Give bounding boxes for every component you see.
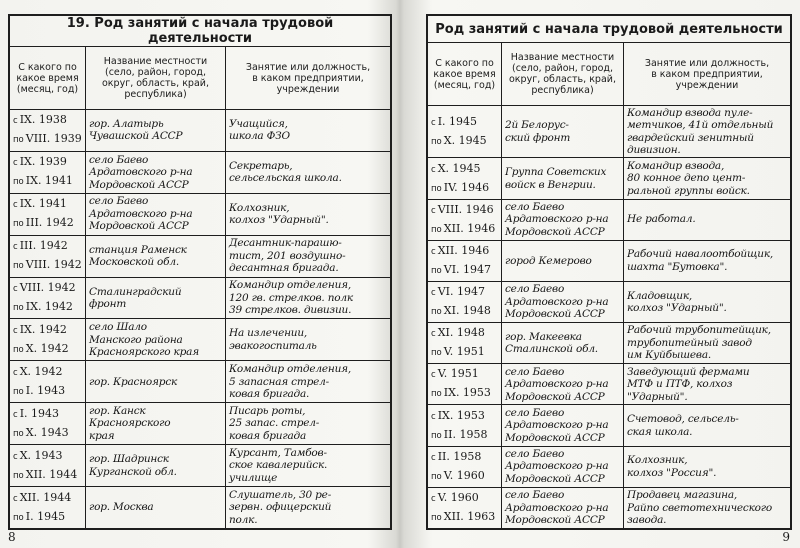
place-cell: гор. Красноярск xyxy=(86,361,226,403)
period-to xyxy=(431,179,498,198)
job-cell: Командир взвода пуле- метчиков, 41й отдельный гвардейский зенитный дивизион. xyxy=(624,106,791,158)
period-cell xyxy=(428,405,502,446)
period-cell xyxy=(428,446,502,487)
to-prefix: по xyxy=(13,470,24,481)
from-prefix: с xyxy=(431,246,436,257)
table-row xyxy=(428,487,791,528)
job-cell: Рабочий трубопитейщик, трубопитейный завод им Куйбышева. xyxy=(624,323,791,364)
to-prefix: по xyxy=(431,512,442,523)
place-cell: село Баево Ардатовского р-на Мордовской АССР xyxy=(502,446,624,487)
period-from xyxy=(13,405,82,424)
from-date: V. 1951 xyxy=(437,367,479,381)
period-to xyxy=(431,220,498,239)
from-prefix: с xyxy=(13,242,18,253)
period-cell xyxy=(10,193,86,235)
period-cell xyxy=(428,323,502,364)
period-cell xyxy=(10,361,86,403)
to-prefix: по xyxy=(13,428,24,439)
from-date: XII. 1944 xyxy=(19,490,72,504)
period-cell xyxy=(10,277,86,319)
period-to xyxy=(13,466,82,485)
job-cell: На излечении, эвакогоспиталь xyxy=(226,319,391,361)
to-prefix: по xyxy=(431,430,442,441)
to-prefix: по xyxy=(431,389,442,400)
right-page xyxy=(400,0,800,548)
job-cell: Рабочий навалоотбойщик, шахта "Бутовка". xyxy=(624,240,791,281)
job-cell: Командир отделения, 120 гв. стрелков. полк 39 стрелков. дивизии. xyxy=(226,277,391,319)
period-from xyxy=(431,160,498,179)
to-date: VIII. 1939 xyxy=(25,132,82,146)
from-date: II. 1958 xyxy=(437,449,482,463)
place-cell: село Баево Ардатовского р-на Мордовской АССР xyxy=(502,199,624,240)
place-cell: гор. Макеевка Сталинской обл. xyxy=(502,323,624,364)
left-table-title: 19. Род занятий с начала трудовой деятельности xyxy=(10,16,391,47)
header-place: Название местности (село, район, город, округ, область, край, республика) xyxy=(86,47,226,110)
period-to xyxy=(13,382,82,401)
table-row xyxy=(10,487,391,529)
place-cell: гор. Канск Красноярского края xyxy=(86,403,226,445)
from-prefix: с xyxy=(431,329,436,340)
from-date: IX. 1942 xyxy=(19,322,67,336)
period-to xyxy=(431,426,498,445)
place-cell: село Баево Ардатовского р-на Мордовской АССР xyxy=(502,405,624,446)
from-date: IX. 1939 xyxy=(19,155,67,169)
place-cell: село Баево Ардатовского р-на Мордовской АССР xyxy=(86,151,226,193)
table-row xyxy=(428,106,791,158)
to-date: II. 1958 xyxy=(443,427,488,441)
period-to xyxy=(13,172,82,191)
table-row xyxy=(10,193,391,235)
table-row xyxy=(428,158,791,199)
period-from xyxy=(13,363,82,382)
to-prefix: по xyxy=(431,136,442,147)
job-cell: Командир взвода, 80 конное депо цент- ральной группы войск. xyxy=(624,158,791,199)
job-cell: Командир отделения, 5 запасная стрел- ковая бригада. xyxy=(226,361,391,403)
period-from xyxy=(431,448,498,467)
period-to xyxy=(13,340,82,359)
period-to xyxy=(431,384,498,403)
from-date: III. 1942 xyxy=(19,239,68,253)
from-date: I. 1943 xyxy=(19,406,60,420)
right-occupation-table xyxy=(426,14,792,530)
header-period: С какого по какое время (месяц, год) xyxy=(10,47,86,110)
from-date: VI. 1947 xyxy=(437,285,485,299)
to-date: VIII. 1942 xyxy=(25,258,82,272)
table-row xyxy=(10,235,391,277)
job-cell: Колхозник, колхоз "Ударный". xyxy=(226,193,391,235)
to-date: V. 1960 xyxy=(443,468,485,482)
period-to xyxy=(431,302,498,321)
period-from xyxy=(431,489,498,508)
to-date: XI. 1948 xyxy=(443,304,491,318)
period-to xyxy=(13,424,82,443)
to-date: III. 1942 xyxy=(25,216,74,230)
from-prefix: с xyxy=(13,409,18,420)
period-cell xyxy=(10,110,86,152)
from-prefix: с xyxy=(431,117,436,128)
from-date: X. 1945 xyxy=(437,161,481,175)
place-cell: село Шало Манского района Красноярского края xyxy=(86,319,226,361)
page-number-right: 9 xyxy=(782,530,790,544)
from-date: IX. 1941 xyxy=(19,197,67,211)
to-prefix: по xyxy=(13,386,24,397)
from-prefix: с xyxy=(431,452,436,463)
period-cell xyxy=(10,235,86,277)
page-number-left: 8 xyxy=(8,530,16,544)
period-from xyxy=(13,279,82,298)
to-date: VI. 1947 xyxy=(443,262,492,276)
to-prefix: по xyxy=(431,348,442,359)
place-cell: село Баево Ардатовского р-на Мордовской АССР xyxy=(502,487,624,528)
to-date: V. 1951 xyxy=(443,345,485,359)
period-from xyxy=(13,111,82,130)
place-cell: город Кемерово xyxy=(502,240,624,281)
job-cell: Продавец магазина, Райпо светотехнического завода. xyxy=(624,487,791,528)
period-cell xyxy=(10,403,86,445)
period-to xyxy=(13,508,82,527)
place-cell: Сталинградский фронт xyxy=(86,277,226,319)
to-date: X. 1945 xyxy=(443,133,487,147)
job-cell: Счетовод, сельсель- ская школа. xyxy=(624,405,791,446)
place-cell: 2й Белорус- ский фронт xyxy=(502,106,624,158)
period-cell xyxy=(10,487,86,529)
to-date: I. 1943 xyxy=(25,383,66,397)
to-date: IX. 1941 xyxy=(25,174,73,188)
right-table-body xyxy=(428,106,791,529)
period-to xyxy=(13,298,82,317)
from-prefix: с xyxy=(13,325,18,336)
from-date: X. 1942 xyxy=(19,364,63,378)
from-prefix: с xyxy=(431,205,436,216)
job-cell: Колхозник, колхоз "Россия". xyxy=(624,446,791,487)
table-row xyxy=(10,110,391,152)
to-prefix: по xyxy=(13,512,24,523)
period-from xyxy=(431,201,498,220)
to-prefix: по xyxy=(13,177,24,188)
to-prefix: по xyxy=(13,135,24,146)
table-row xyxy=(428,323,791,364)
table-row xyxy=(10,319,391,361)
table-row xyxy=(428,446,791,487)
period-cell xyxy=(10,151,86,193)
period-from xyxy=(431,283,498,302)
period-from xyxy=(13,321,82,340)
to-date: X. 1942 xyxy=(25,341,69,355)
period-to xyxy=(431,261,498,280)
right-table-title: Род занятий с начала трудовой деятельности xyxy=(428,16,791,43)
from-prefix: с xyxy=(13,158,18,169)
to-date: IX. 1953 xyxy=(443,386,491,400)
from-date: V. 1960 xyxy=(437,490,479,504)
job-cell: Писарь роты, 25 запас. стрел- ковая бригада xyxy=(226,403,391,445)
place-cell: гор. Шадринск Курганской обл. xyxy=(86,445,226,487)
left-table-body xyxy=(10,110,391,529)
table-row xyxy=(10,445,391,487)
to-prefix: по xyxy=(431,471,442,482)
period-to xyxy=(431,508,498,527)
from-date: X. 1943 xyxy=(19,448,63,462)
period-cell xyxy=(428,158,502,199)
to-date: IX. 1942 xyxy=(25,300,73,313)
period-to xyxy=(13,256,82,275)
table-row xyxy=(428,240,791,281)
from-prefix: с xyxy=(431,370,436,381)
to-date: XII. 1944 xyxy=(25,467,78,481)
place-cell: гор. Алатырь Чувашской АССР xyxy=(86,110,226,152)
job-cell: Секретарь, сельсельская школа. xyxy=(226,151,391,193)
place-cell: Группа Советских войск в Венгрии. xyxy=(502,158,624,199)
to-date: XII. 1946 xyxy=(443,221,496,235)
period-to xyxy=(13,214,82,233)
from-prefix: с xyxy=(13,116,18,127)
header-place: Название местности (село, район, город, округ, область, край, республика) xyxy=(502,43,624,106)
period-from xyxy=(13,489,82,508)
from-prefix: с xyxy=(13,451,18,462)
job-cell: Десантник-парашю- тист, 201 воздушно- десантная бригада. xyxy=(226,235,391,277)
from-prefix: с xyxy=(13,200,18,211)
period-cell xyxy=(10,319,86,361)
place-cell: станция Раменск Московской обл. xyxy=(86,235,226,277)
to-date: XII. 1963 xyxy=(443,509,496,523)
table-row xyxy=(10,277,391,319)
table-row xyxy=(10,361,391,403)
table-row xyxy=(428,281,791,322)
period-cell xyxy=(428,281,502,322)
period-from xyxy=(13,153,82,172)
from-prefix: с xyxy=(431,288,436,299)
from-date: XII. 1946 xyxy=(437,243,490,257)
job-cell: Кладовщик, колхоз "Ударный". xyxy=(624,281,791,322)
from-prefix: с xyxy=(431,493,436,504)
period-cell xyxy=(10,445,86,487)
header-job: Занятие или должность, в каком предприятии, учреждении xyxy=(226,47,391,110)
period-cell xyxy=(428,106,502,158)
from-prefix: с xyxy=(13,367,18,378)
period-from xyxy=(431,242,498,261)
from-prefix: с xyxy=(431,411,436,422)
place-cell: гор. Москва xyxy=(86,487,226,529)
table-row xyxy=(10,403,391,445)
period-from xyxy=(431,365,498,384)
job-cell: Курсант, Тамбов- ское кавалерийск. училище xyxy=(226,445,391,487)
to-date: IV. 1946 xyxy=(443,180,490,194)
to-prefix: по xyxy=(13,219,24,230)
to-prefix: по xyxy=(13,261,24,272)
from-date: VIII. 1946 xyxy=(437,202,494,216)
job-cell: Заведующий фермами МТФ и ПТФ, колхоз "Ударный". xyxy=(624,364,791,405)
period-to xyxy=(13,130,82,149)
from-date: IX. 1938 xyxy=(19,113,67,127)
period-from xyxy=(13,237,82,256)
header-period: С какого по какое время (месяц, год) xyxy=(428,43,502,106)
from-date: IX. 1953 xyxy=(437,408,485,422)
from-prefix: с xyxy=(13,284,18,294)
place-cell: село Баево Ардатовского р-на Мордовской АССР xyxy=(86,193,226,235)
period-from xyxy=(431,324,498,343)
table-row xyxy=(428,364,791,405)
period-to xyxy=(431,343,498,362)
to-prefix: по xyxy=(431,307,442,318)
to-date: X. 1943 xyxy=(25,425,69,439)
table-row xyxy=(428,405,791,446)
period-from xyxy=(431,113,498,132)
to-date: I. 1945 xyxy=(25,509,66,523)
from-date: XI. 1948 xyxy=(437,326,485,340)
period-from xyxy=(431,407,498,426)
to-prefix: по xyxy=(431,265,442,276)
job-cell: Учащийся, школа ФЗО xyxy=(226,110,391,152)
left-occupation-table xyxy=(8,14,392,530)
from-prefix: с xyxy=(431,164,436,175)
period-from xyxy=(13,447,82,466)
period-from xyxy=(13,195,82,214)
header-job: Занятие или должность, в каком предприятии, учреждении xyxy=(624,43,791,106)
period-cell xyxy=(428,240,502,281)
period-cell xyxy=(428,199,502,240)
to-prefix: по xyxy=(431,183,442,194)
period-cell xyxy=(428,364,502,405)
place-cell: село Баево Ардатовского р-на Мордовской АССР xyxy=(502,364,624,405)
period-to xyxy=(431,467,498,486)
from-date: VIII. 1942 xyxy=(19,281,76,294)
from-prefix: с xyxy=(13,493,18,504)
to-prefix: по xyxy=(13,344,24,355)
to-prefix: по xyxy=(431,224,442,235)
job-cell: Не работал. xyxy=(624,199,791,240)
from-date: I. 1945 xyxy=(437,114,478,128)
table-row xyxy=(10,151,391,193)
place-cell: село Баево Ардатовского р-на Мордовской АССР xyxy=(502,281,624,322)
period-to xyxy=(431,132,498,151)
table-row xyxy=(428,199,791,240)
to-prefix: по xyxy=(13,303,24,313)
job-cell: Слушатель, 30 ре- зервн. офицерский полк. xyxy=(226,487,391,529)
period-cell xyxy=(428,487,502,528)
